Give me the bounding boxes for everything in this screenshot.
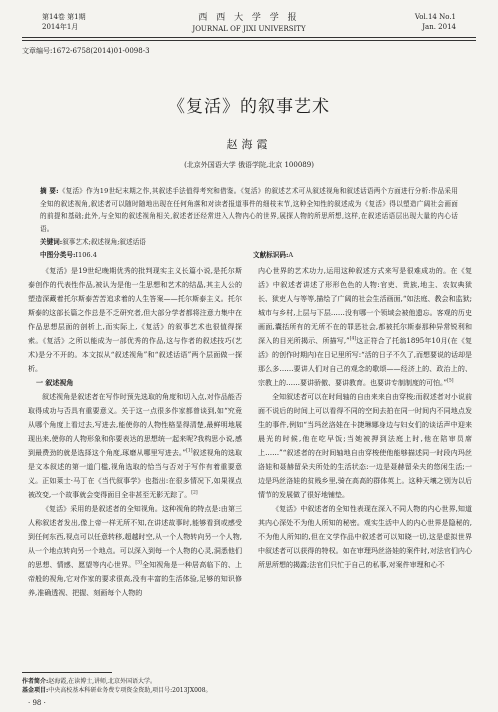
article-title: 《复活》的叙事艺术 bbox=[168, 97, 330, 117]
paragraph-text: 叙述视角是叙述者在写作时预先选取的角度和切入点,对作品能否取得成功与否具有重要意义。关于这一点很多作家都曾谈到,如“究竟从哪个角度上看过去,写进去,能使你的人物性格显得清楚,最鲜明地展现出来,使你的人物形象和你要表达的思想统一起来呢?我构思小说,感到最费劲的就是选择这个角度,琢磨从哪里写进去。” bbox=[28, 393, 242, 457]
body-column-right bbox=[258, 264, 472, 572]
footnote-author bbox=[22, 676, 156, 685]
header-center bbox=[22, 12, 476, 34]
document-code-text: A bbox=[288, 251, 294, 259]
paragraph-text: 全知视角是一种居高临下的、上帝般的视角,它对作家的要求很高,没有丰富的生活体验,足够的知识修养,准确透视、把握、刻画每个人物的 bbox=[28, 561, 243, 597]
paragraph-text: 内心世界的艺术功力,运用这种叙述方式来写是很难成功的。在《复活》中叙述者讲述了形形色色的人物:官吏、贵族,地主、农奴典狱长、狱吏人与等等,描绘了广阔的社会生活画面,“如法庭、教会和监狱;城市与乡村,上层与下层……没有哪一个领域会被他遗忘。客观的历史画面,囊括所有的无所不在的罪恶社会,都被托尔斯泰那种异常锐利和深入的目光所揭示、所描写,” bbox=[258, 267, 472, 345]
paragraph-text: 《复活》采用的是叙述者的全知视角。这种视角的特点是:由第三人称叙述者发出,像上帝一样无所不知,在讲述故事时,能够看到或感受到任何东西,视点可以任意转移,超越时空,从一个人物转向另一个人物,从一个地点转向另一个地点。可以深入到每一个人物的心灵,洞悉他们的思想、情感、愿望等内心世界。 bbox=[28, 505, 242, 569]
body-column-left bbox=[28, 264, 242, 600]
body-paragraph bbox=[28, 502, 242, 600]
citation-marker: [1] bbox=[186, 448, 193, 454]
body-paragraph: 全知叙述者可以在时间轴的自由来来自由穿梭;而叙述者对小说前面不说后的时间上可以看得不同的空间去拍在同一时间内不同地点发生的事件,例如“当玛丝洛娃在卡捷琳娜身边与妇女们的谈话声中迎来晨光的时候,他在吃早饭;当她被押到法庭上时,他在陪审员席上……”“叙述者的在时间轴地自由穿梭使他能够描述同一时段内玛丝洛娃和聂赫留朵夫所处的生活状态:一边是聂赫留朵夫的悠闲生活;一边是玛丝洛娃的贫贱乡里,骑在高高的群体英上。这种天壤之别为以后情节的发展做了很好地铺垫。 bbox=[258, 393, 472, 499]
abstract-text: 《复活》作为19世纪末期之作,其叙述手法值得考究和借鉴。《复活》的叙述艺术可从叙述视角和叙述话语两个方面进行分析:作品采用全知的叙述视角,叙述者可以随时随地出现在任何角落和对读者报道事件的细枝末节,这种全知性的叙述成为《复活》得以塑造广阔社会画面的前提和基础;此外,与全知的叙述视角相关,叙述者还经常进入人物内心的世界,展探人物的所思所想,这样,在叙述话语层出现大量的内心话语。 bbox=[40, 187, 459, 233]
citation-marker: [4] bbox=[349, 336, 357, 342]
abstract-label: 摘 要: bbox=[40, 187, 59, 195]
footnote-fund-label: 基金项目: bbox=[22, 687, 49, 694]
citation-marker: [2] bbox=[191, 490, 198, 496]
body-paragraph: 《复活》中叙述者的全知性表现在深入不同人物的内心世界,知道其内心深处不为他人所知的秘密。观实生活中人的内心世界是隐秘的,不为他人所知的,但在文学作品中叙述者可以知晓一切,这是虚拟世界中叙述者可以获得的特权。如在审理玛丝洛娃的案件时,对法官们内心所思所想的揭露;法官们只忙于自己的私事,对案件审理和心不 bbox=[258, 505, 472, 569]
classification-text: I106.4 bbox=[75, 251, 97, 259]
classification-label: 中图分类号: bbox=[40, 251, 76, 259]
keywords-text: 叙事艺术;叙述视角;叙述话语 bbox=[62, 238, 146, 246]
footnote-fund bbox=[22, 685, 212, 694]
journal-name-cn: 西 西 大 学 学 报 bbox=[198, 13, 300, 23]
classification-number bbox=[40, 249, 97, 259]
volume-issue: 第14卷 第1期 bbox=[42, 13, 86, 21]
citation-marker: [3] bbox=[135, 560, 142, 566]
volume-issue-en: Vol.14 No.1 bbox=[414, 13, 456, 21]
keywords bbox=[40, 236, 146, 246]
issue-date-en: Jan. 2014 bbox=[422, 23, 456, 31]
document-code bbox=[253, 249, 293, 259]
footnote-fund-text: 中央高校基本科研业务费专项资金资助,项目号:2013JX008。 bbox=[48, 687, 212, 694]
author-name: 赵海霞 bbox=[226, 138, 272, 151]
paragraph-text: 叙述视角的选取是文本叙述的第一道门槛,视角选取的恰当与否对于写作有着重要意义。正如莱士·马丁在《当代叙事学》也指出:在很多情况下,如果视点被改变,一个故事就会变得面目全非甚至无影无踪了。 bbox=[28, 449, 242, 499]
page-number: · 98 · bbox=[28, 699, 46, 707]
citation-marker: [5] bbox=[447, 378, 454, 384]
footnote-author-text: 赵海霞,在读博士,讲师,北京外国语大学。 bbox=[48, 678, 156, 685]
journal-name-en: JOURNAL OF JIXI UNIVERSITY bbox=[192, 25, 306, 33]
header-right bbox=[415, 12, 456, 32]
header-rule-thin bbox=[22, 40, 476, 41]
issue-date-cn: 2014年1月 bbox=[42, 23, 79, 31]
body-paragraph bbox=[258, 264, 472, 390]
author-affiliation: (北京外国语大学 俄语学院,北京 100089) bbox=[184, 161, 314, 169]
header-rule-thick bbox=[22, 37, 476, 38]
keywords-label: 关键词: bbox=[40, 238, 63, 246]
document-code-label: 文献标识码: bbox=[253, 251, 289, 259]
abstract bbox=[40, 185, 458, 235]
section-heading: 一 叙述视角 bbox=[36, 378, 74, 387]
intro-paragraph: 《复活》是19世纪晚期优秀的批判现实主义长篇小说,是托尔斯泰创作的代表性作品,被认为是他一生思想和艺术的结晶,其主人公的塑造深藏着托尔斯泰苦苦追求着的人生答案——托尔斯泰主义。托尔斯泰的这部长篇之作总是不乏研究者,但大部分学者都将注意力集中在作品思想层面的剖析上,而实际上,《复活》的叙事艺术也很值得探索。《复活》之所以能成为一部优秀的作品,这与作者的叙述技巧(艺术)是分不开的。本文拟从“叙述视角”和“叙述话语”两个层面做一探析。 bbox=[28, 267, 242, 373]
article-number: 文章编号:1672-6758(2014)01-0098-3 bbox=[22, 47, 150, 55]
body-paragraph bbox=[28, 390, 242, 502]
footnote-rule bbox=[22, 672, 112, 673]
paragraph-text: 这正符合了托翁1895年10月(在《复活》的创作时期内)在日记里所写:“活的日子不久了,而想要说的话却是那么多……要讲人们对自己的观念的歌颂——经济上的、政治上的、宗教上的……要讲骄傲、要讲教育。也要讲专制制度的可怕。” bbox=[258, 337, 472, 387]
footnote-author-label: 作者简介: bbox=[22, 678, 49, 685]
